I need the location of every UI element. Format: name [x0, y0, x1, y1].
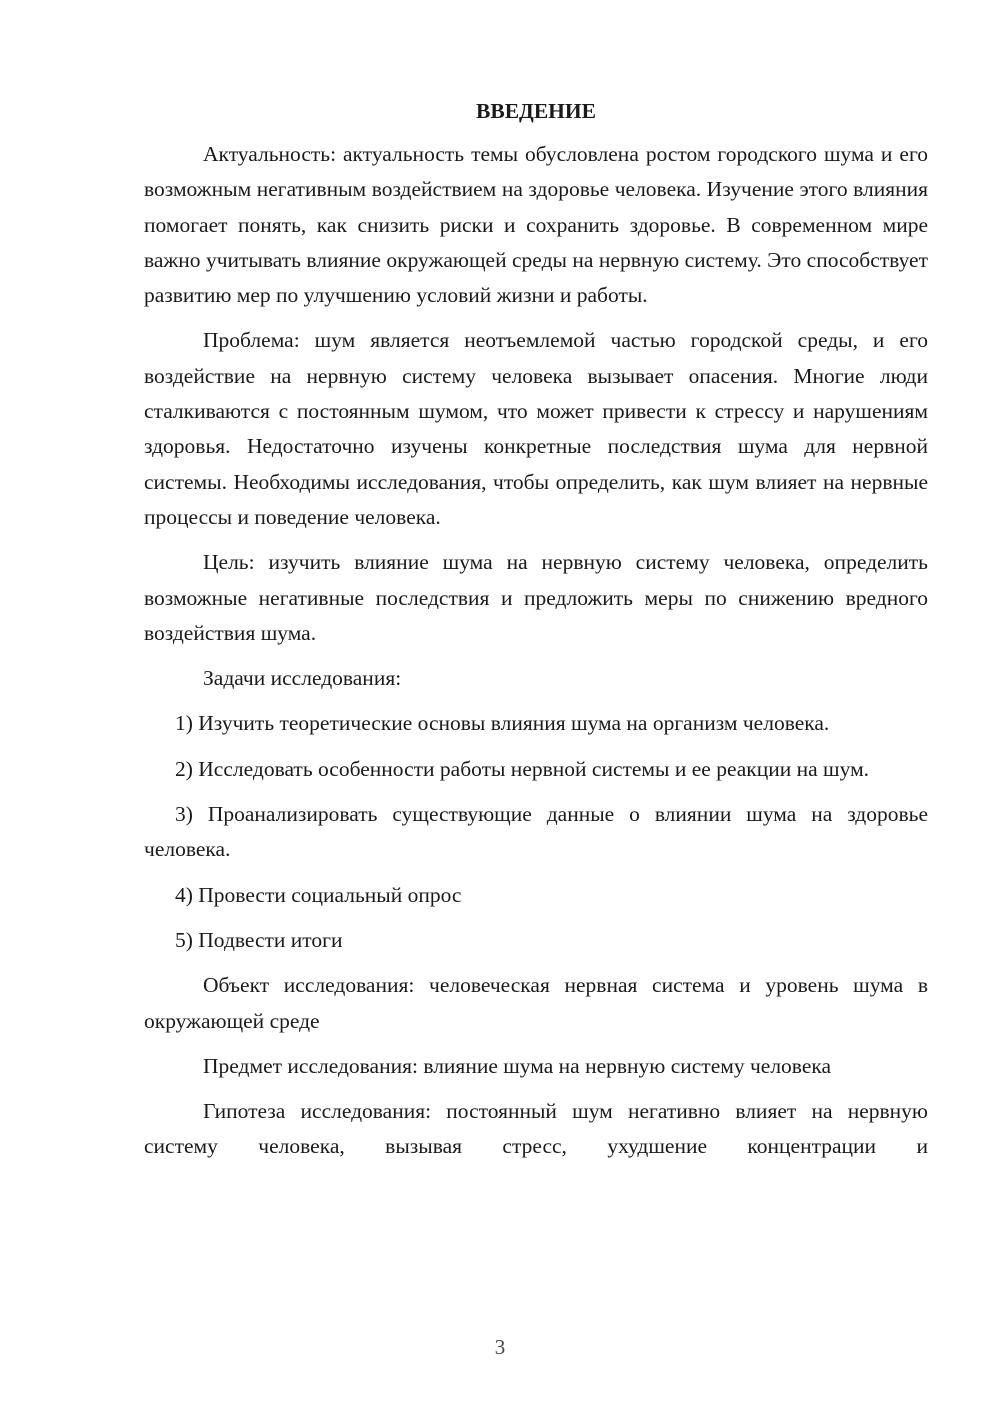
paragraph-hypothesis: Гипотеза исследования: постоянный шум негативно влияет на нервную систему человека, вызывая стресс, ухудшение концентрации и — [144, 1099, 928, 1159]
task-item-2: 2) Исследовать особенности работы нервной системы и ее реакции на шум. — [175, 756, 870, 781]
page-number: 3 — [494, 1335, 506, 1359]
task-item-5: 5) Подвести итоги — [175, 927, 343, 952]
paragraph-object: Объект исследования: человеческая нервная система и уровень шума в окружающей среде — [144, 973, 928, 1033]
paragraph-relevance: Актуальность: актуальность темы обусловлена ростом городского шума и его возможным негативным воздействием на здоровье человека. Изучение этого влияния помогает понять, как снизить риски и сохранить здоровье. В современном мире важно учитывать влияние окружающей среды на нервную систему. Это способствует развитию мер по улучшению условий жизни и работы. — [144, 142, 928, 308]
paragraph-tasks-intro: Задачи исследования: — [203, 666, 402, 691]
section-heading: ВВЕДЕНИЕ — [476, 99, 596, 123]
task-item-3: 3) Проанализировать существующие данные о влиянии шума на здоровье человека. — [144, 802, 928, 862]
document-page — [144, 96, 928, 1165]
paragraph-problem: Проблема: шум является неотъемлемой частью городской среды, и его воздействие на нервную систему человека вызывает опасения. Многие люди сталкиваются с постоянным шумом, что может привести к стрессу и нарушениям здоровья. Недостаточно изучены конкретные последствия шума для нервной системы. Необходимы исследования, чтобы определить, как шум влияет на нервные процессы и поведение человека. — [144, 328, 928, 529]
paragraph-subject: Предмет исследования: влияние шума на нервную систему человека — [203, 1053, 832, 1078]
task-item-4: 4) Провести социальный опрос — [175, 882, 462, 907]
paragraph-goal: Цель: изучить влияние шума на нервную систему человека, определить возможные негативные последствия и предложить меры по снижению вредного воздействия шума. — [144, 550, 928, 645]
task-item-1: 1) Изучить теоретические основы влияния шума на организм человека. — [175, 711, 830, 736]
